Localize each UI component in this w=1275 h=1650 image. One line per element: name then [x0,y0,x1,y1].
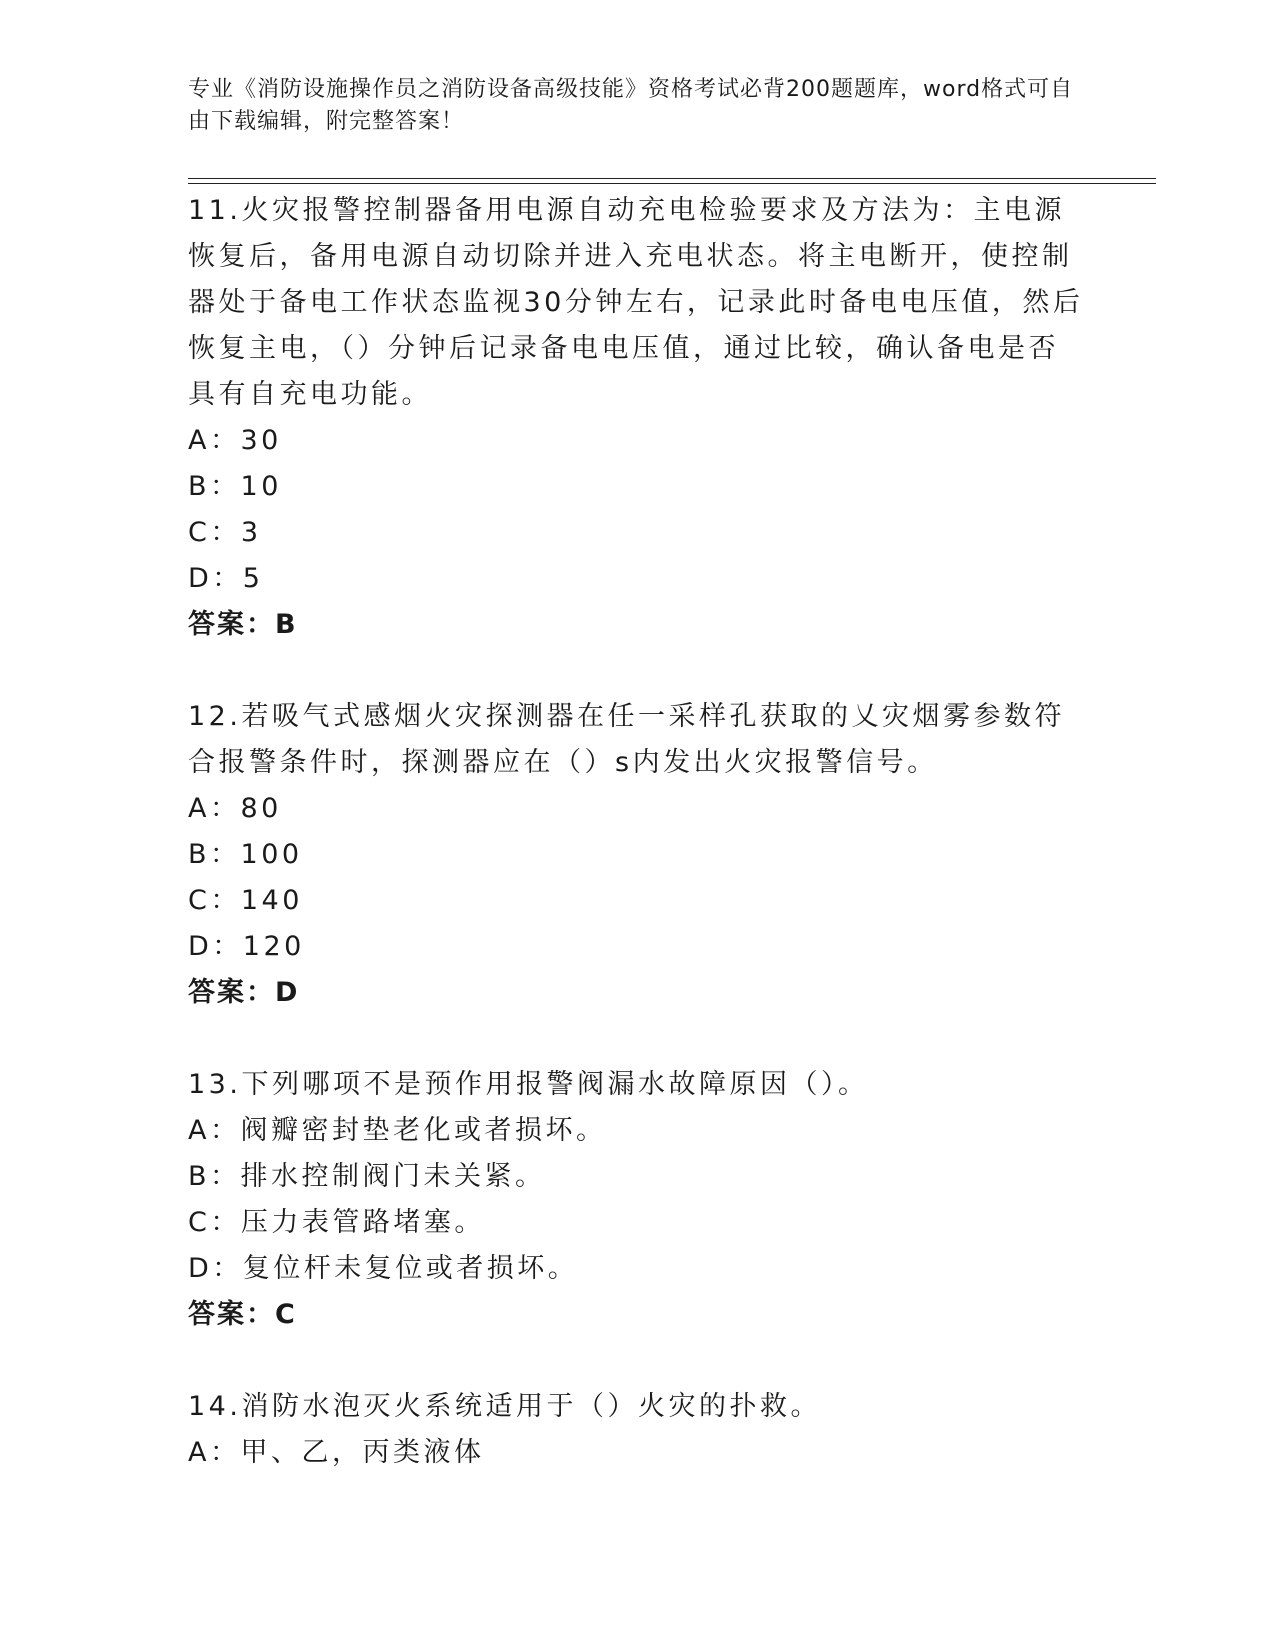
spacer [188,1016,1088,1062]
option-c: C：140 [188,885,303,916]
option-d: D：120 [188,931,305,962]
option-b: B：排水控制阀门未关紧。 [188,1161,546,1192]
answer: 答案：D [188,977,300,1008]
spacer [188,648,1088,694]
option-d: D：复位杆未复位或者损坏。 [188,1253,579,1284]
header-rule-top [188,178,1156,179]
option-b: B：100 [188,839,303,870]
option-d: D：5 [188,563,264,594]
option-c: C：压力表管路堵塞。 [188,1207,485,1238]
option-a: A：80 [188,793,282,824]
answer: 答案：C [188,1299,297,1330]
question-13 [188,1062,1088,1338]
option-a: A：阀瓣密封垫老化或者损坏。 [188,1115,607,1146]
answer: 答案：B [188,609,298,640]
option-c: C：3 [188,517,262,548]
question-14 [188,1384,1088,1476]
question-12 [188,694,1088,1016]
question-11 [188,188,1088,648]
option-a: A：30 [188,425,282,456]
question-text: 11.火灾报警控制器备用电源自动充电检验要求及方法为：主电源恢复后，备用电源自动切除并进入充电状态。将主电断开，使控制器处于备电工作状态监视30分钟左右，记录此时备电电压值，然后恢复主电，（）分钟后记录备电电压值，通过比较，确认备电是否具有自充电功能。 [188,195,1084,410]
question-text: 14.消防水泡灭火系统适用于（）火灾的扑救。 [188,1391,821,1422]
question-list [188,188,1088,1476]
question-text: 12.若吸气式感烟火灾探测器在任一采样孔获取的乂灾烟雾参数符合报警条件时，探测器应在（）s内发出火灾报警信号。 [188,701,1065,778]
option-b: B：10 [188,471,282,502]
question-text: 13.下列哪项不是预作用报警阀漏水故障原因（）。 [188,1069,869,1100]
document-header: 专业《消防设施操作员之消防设备高级技能》资格考试必背200题题库，word格式可自由下载编辑，附完整答案！ [188,77,1074,134]
option-a: A：甲、乙，丙类液体 [188,1437,485,1468]
header-rule-bottom [188,183,1156,184]
spacer [188,1338,1088,1384]
